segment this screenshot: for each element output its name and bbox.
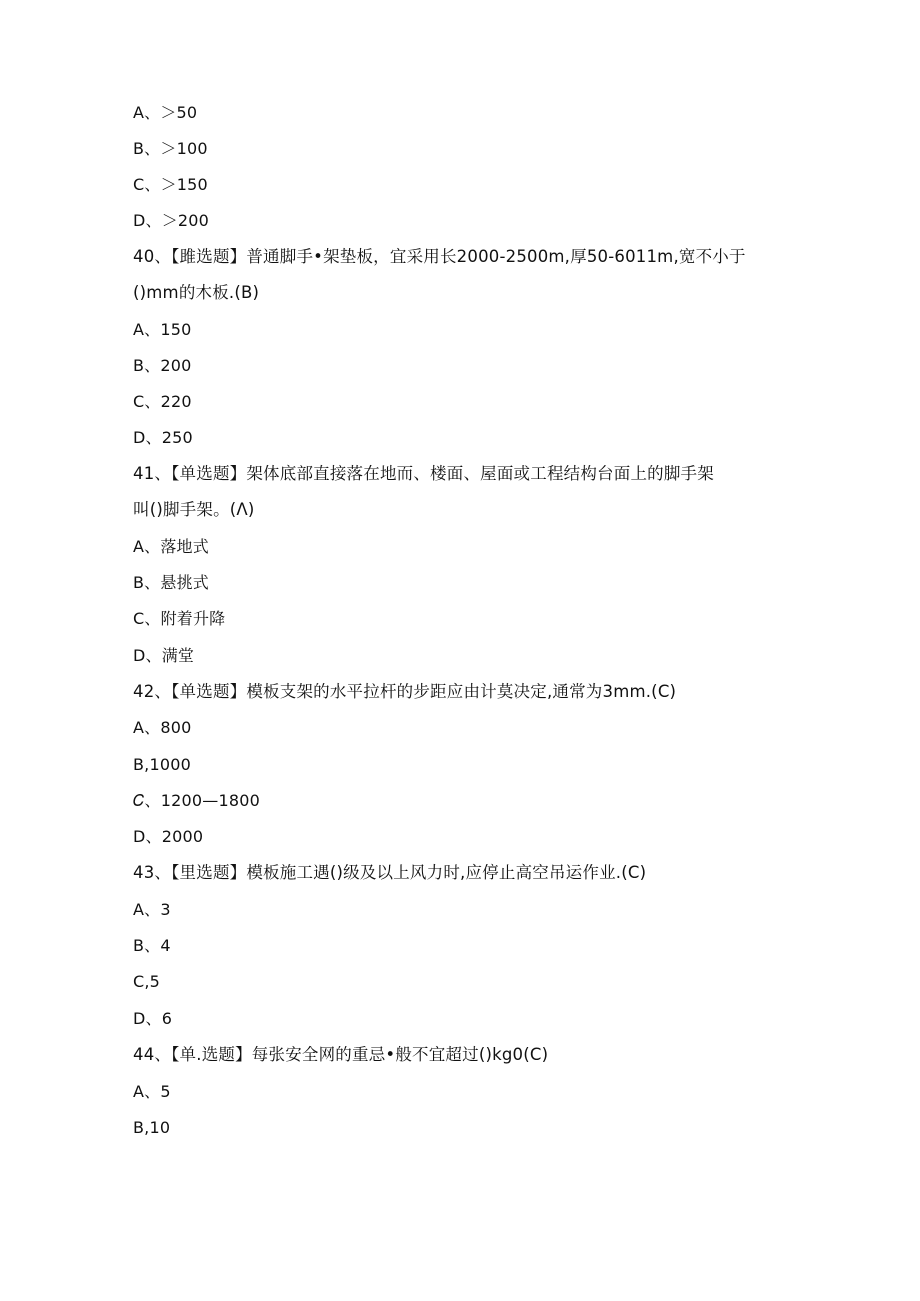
option-line: D、满堂 (133, 646, 195, 665)
option-line: C、附着升降 (133, 609, 226, 628)
option-line: B,1000 (133, 755, 191, 774)
question-41-continuation: 叫()脚手架。(Λ) (133, 500, 255, 519)
option-line: B、200 (133, 356, 192, 375)
option-line: A、150 (133, 320, 192, 339)
question-42: 42、【单选题】模板支架的水平拉杆的步距应由计莫决定,通常为3mm.(C) (133, 682, 677, 701)
option-line: B、悬挑式 (133, 573, 209, 592)
option-line: B,10 (133, 1118, 171, 1137)
option-line: A、落地式 (133, 537, 209, 556)
option-line: A、5 (133, 1082, 171, 1101)
option-line: B、4 (133, 936, 171, 955)
option-line: A、3 (133, 900, 171, 919)
option-line: D、250 (133, 428, 193, 447)
option-line: D、6 (133, 1009, 173, 1028)
option-line: 𝐶、1200—1800 (133, 791, 260, 810)
question-41: 41、【单选题】架体底部直接落在地而、楼面、屋面或工程结构台面上的脚手架 (133, 464, 714, 483)
question-40-continuation: ()mm的木板.(B) (133, 283, 260, 302)
question-40: 40、【雎选题】普通脚手•架垫板，宜采用长2000-2500m,厚50-6011m,宽不小于 (133, 247, 746, 266)
option-line: C、＞150 (133, 175, 208, 194)
option-line: C,5 (133, 972, 161, 991)
option-line: A、＞50 (133, 103, 198, 122)
question-44: 44、【单.选题】每张安全网的重忌•般不宜超过()kg0(C) (133, 1045, 549, 1064)
option-line: D、＞200 (133, 211, 210, 230)
question-43: 43、【里选题】模板施工遇()级及以上风力时,应停止高空吊运作业.(C) (133, 863, 647, 882)
option-line: D、2000 (133, 827, 204, 846)
option-line: A、800 (133, 718, 192, 737)
option-line: C、220 (133, 392, 192, 411)
option-line: B、＞100 (133, 139, 208, 158)
